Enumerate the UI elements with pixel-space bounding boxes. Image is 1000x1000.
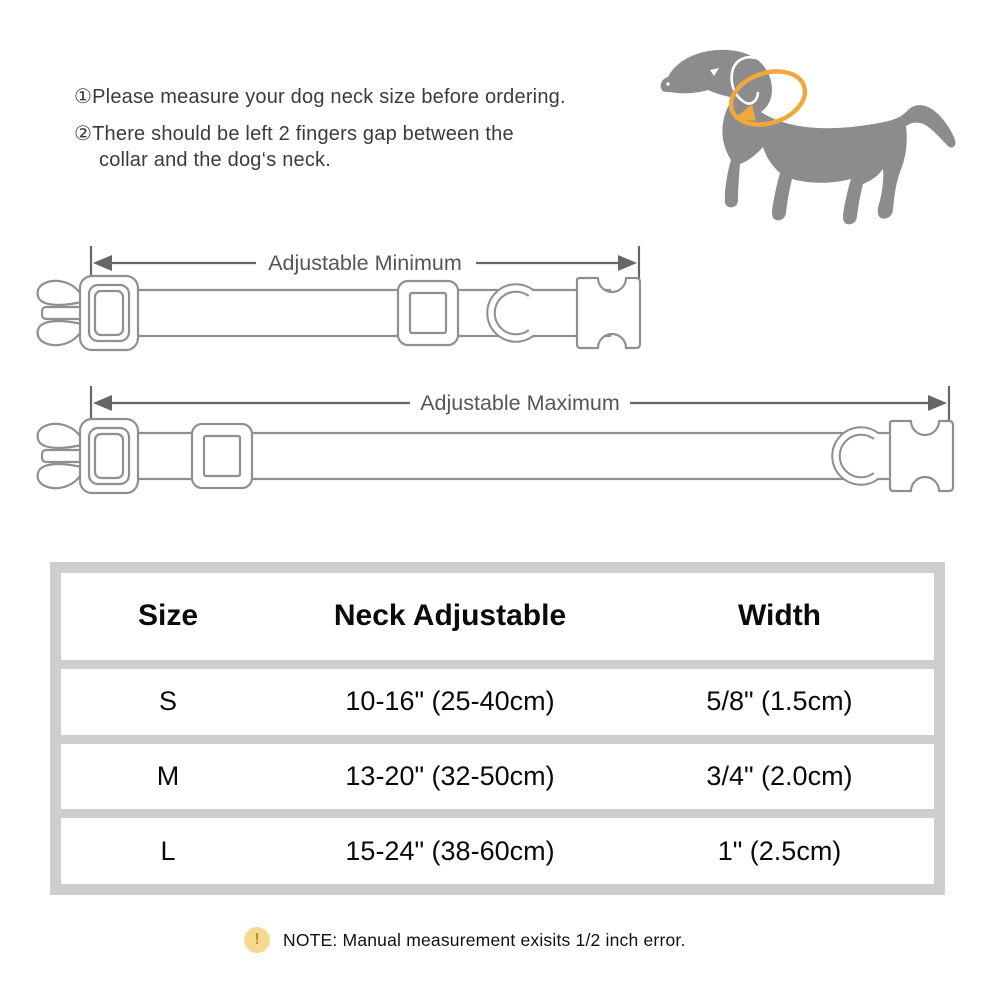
arrowhead-right-icon [928,395,947,411]
measurement-note [244,927,686,953]
cell-width: 3/4" (2.0cm) [706,760,853,791]
cell-size: L [160,835,176,866]
size-table-header-row [61,573,934,660]
cell-width: 1" (2.5cm) [717,835,842,866]
col-header-size: Size [137,599,199,633]
buckle-male-icon [38,276,138,350]
arrowhead-left-icon [93,395,112,411]
dog-illustration [648,14,966,246]
col-header-neck-adjustable: Neck Adjustable [333,599,567,633]
instruction-line-1: ①Please measure your dog neck size before ordering. [74,86,566,108]
note-text: NOTE: Manual measurement exisits 1/2 inch error. [283,929,686,950]
cell-size: S [158,686,177,717]
table-row-m [61,744,934,810]
instruction-line-3: collar and the dog‘s neck. [99,149,332,171]
arrowhead-right-icon [618,255,637,271]
dog-silhouette [661,50,956,224]
adjustable-minimum-label: Adjustable Minimum [268,251,462,275]
arrowhead-left-icon [93,255,112,271]
cell-width: 5/8" (1.5cm) [706,686,853,717]
buckle-female-icon [577,278,640,348]
table-row-l [61,818,934,884]
cell-neck-adjustable: 13-20" (32-50cm) [345,760,555,791]
exclamation-icon: ! [244,927,270,953]
tri-glide-slider-icon [192,424,252,488]
dog-nostril [666,82,669,85]
col-header-width: Width [737,599,822,633]
size-table [50,562,945,895]
instruction-line-2: ②There should be left 2 fingers gap between the [74,123,514,145]
cell-size: M [156,760,180,791]
buckle-male-icon [38,419,138,493]
cell-neck-adjustable: 10-16" (25-40cm) [345,686,555,717]
cell-neck-adjustable: 15-24" (38-60cm) [345,835,555,866]
collar-minimum-diagram [30,270,645,358]
collar-strap [105,290,610,336]
adjustable-maximum-label: Adjustable Maximum [420,391,620,415]
table-row-s [61,669,934,735]
collar-maximum-diagram [30,413,955,501]
tri-glide-slider-icon [398,281,458,345]
measuring-instructions [74,84,566,173]
buckle-female-icon [890,421,953,491]
